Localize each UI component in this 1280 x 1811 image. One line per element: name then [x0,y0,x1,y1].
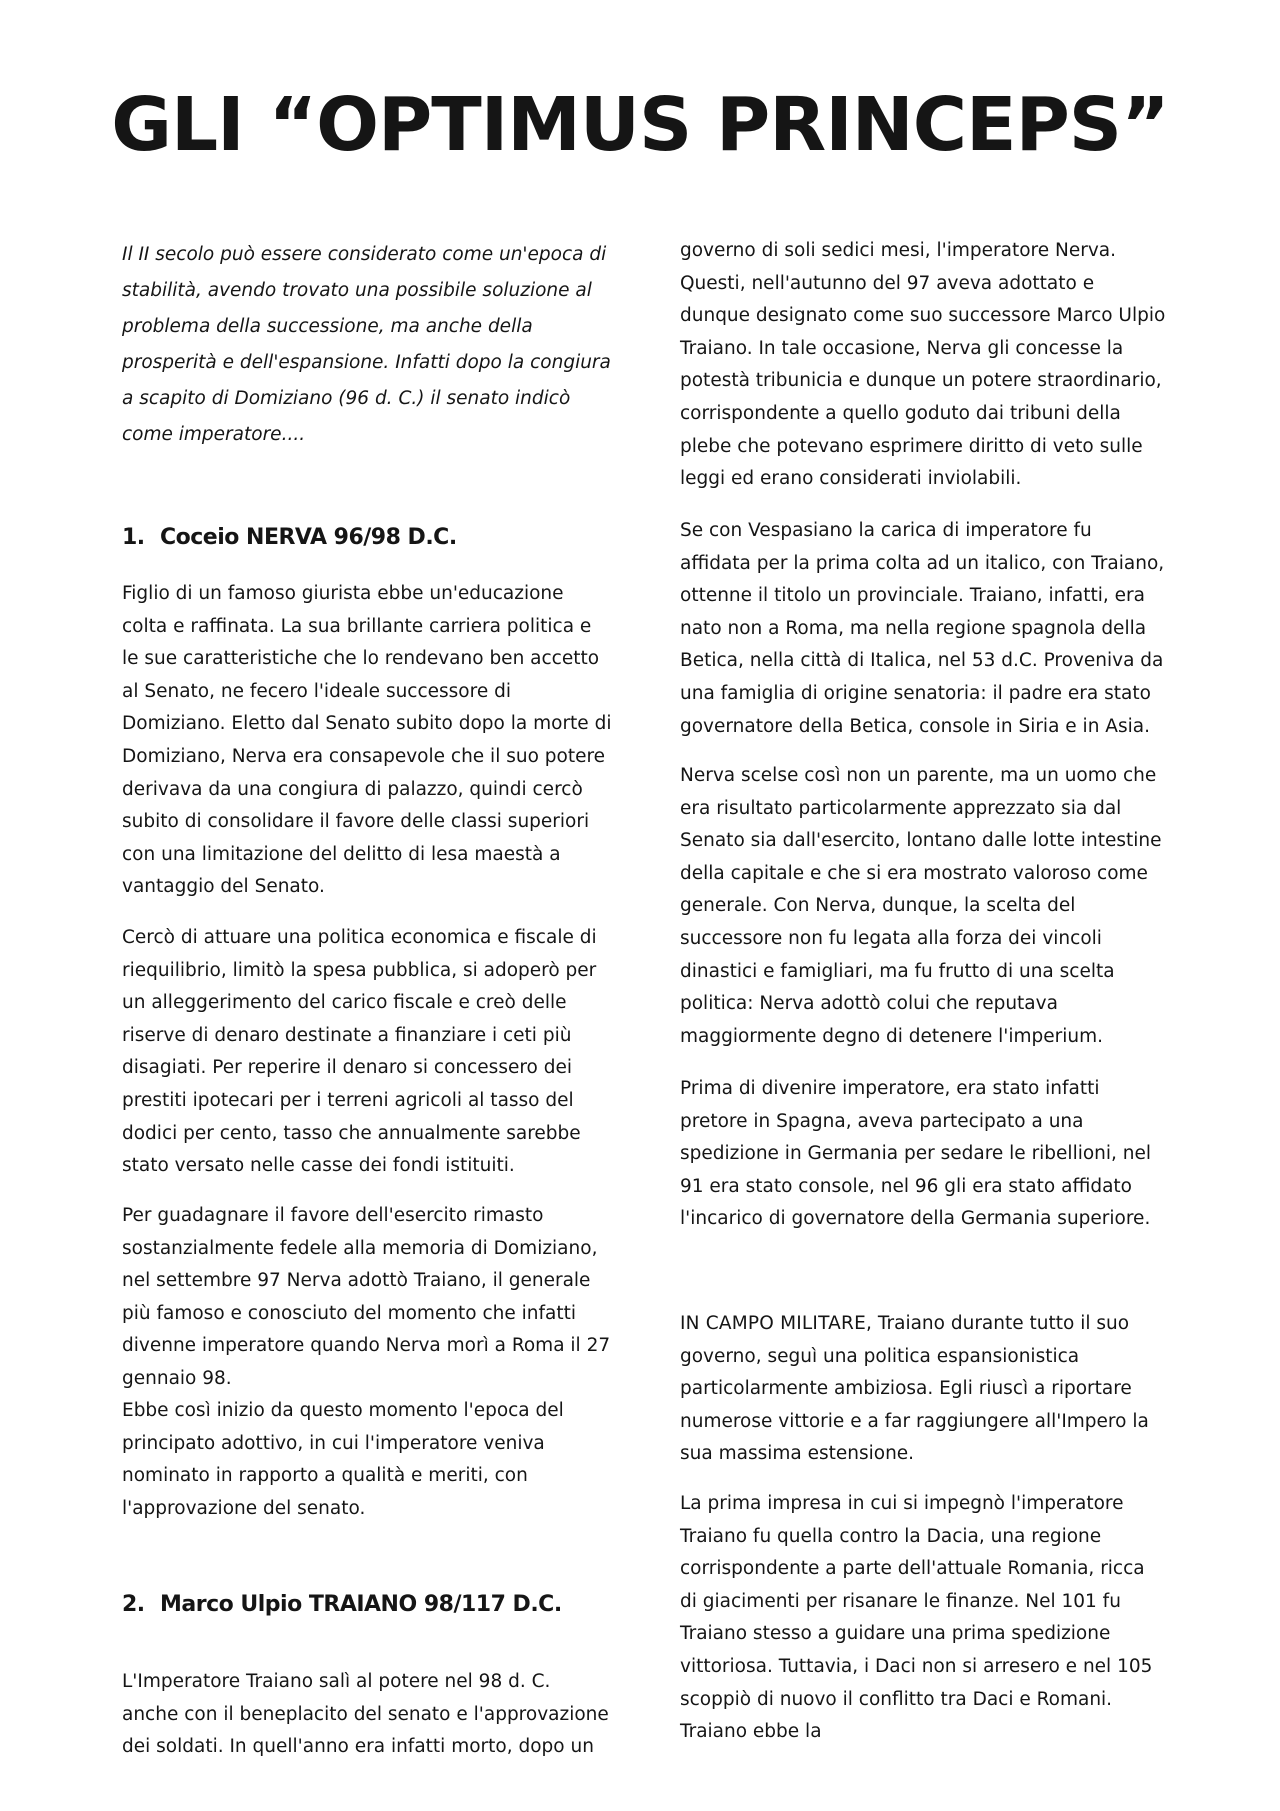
military-label: IN CAMPO MILITARE, [680,1313,873,1334]
right-paragraph: La prima impresa in cui si impegnò l'imperatore Traiano fu quella contro la Dacia, una regione corrispondente a parte dell'attuale Romania, ricca di giacimenti per risanare le finanze. Nel 101 fu Traiano stesso a guidare una prima spedizione vittoriosa. Tuttavia, i Daci non si arresero e nel 105 scoppiò di nuovo il conflitto tra Daci e Romani. Traiano ebbe la [680,1493,1153,1743]
section-1-title: Coceio NERVA 96/98 D.C. [160,525,457,550]
section-1-paragraph: Ebbe così inizio da questo momento l'epoca del principato adottivo, in cui l'imperatore veniva nominato in rapporto a qualità e meriti, con l'approvazione del senato. [122,1400,564,1519]
section-2-number: 2. [122,1592,145,1617]
right-continuation-paragraph: governo di soli sedici mesi, l'imperatore Nerva. Questi, nell'autunno del 97 aveva adottato e dunque designato come suo successore Marco Ulpio Traiano. In tale occasione, Nerva gli concesse la potestà tribunicia e dunque un potere straordinario, corrispondente a quello goduto dai tribuni della plebe che potevano esprimere diritto di veto sulle leggi ed erano considerati inviolabili. [680,240,1166,490]
section-2-title: Marco Ulpio TRAIANO 98/117 D.C. [160,1592,562,1617]
military-text: Traiano durante tutto il suo governo, seguì una politica espansionistica particolarmente ambiziosa. Egli riuscì a riportare numerose vittorie e a far raggiungere all'Impero la sua massima estensione. [680,1313,1149,1465]
right-paragraph: Se con Vespasiano la carica di imperatore fu affidata per la prima colta ad un italico, con Traiano, ottenne il titolo un provinciale. Traiano, infatti, era nato non a Roma, ma nella regione spagnola della Betica, nella città di Italica, nel 53 d.C. Proveniva da una famiglia di origine senatoria: il padre era stato governatore della Betica, console in Siria e in Asia. [680,520,1165,737]
page-title: GLI “OPTIMUS PRINCEPS” [111,82,1169,168]
section-2-heading [122,1590,562,1620]
section-1-paragraph: Cercò di attuare una politica economica e fiscale di riequilibrio, limitò la spesa pubblica, si adoperò per un alleggerimento del carico fiscale e creò delle riserve di denaro destinate a finanziare i ceti più disagiati. Per reperire il denaro si concessero dei prestiti ipotecari per i terreni agricoli al tasso del dodici per cento, tasso che annualmente sarebbe stato versato nelle casse dei fondi istituiti. [122,927,597,1177]
section-1-heading [122,523,457,553]
section-1-paragraph: Per guadagnare il favore dell'esercito rimasto sostanzialmente fedele alla memoria di Domiziano, nel settembre 97 Nerva adottò Traiano, il generale più famoso e conosciuto del momento che infatti divenne imperatore quando Nerva morì a Roma il 27 gennaio 98. [122,1205,611,1389]
section-1-number: 1. [122,525,145,550]
section-2-paragraph: L'Imperatore Traiano salì al potere nel 98 d. C. anche con il beneplacito del senato e l'approvazione dei soldati. In quell'anno era infatti morto, dopo un [122,1671,609,1758]
military-paragraph [680,1308,1166,1471]
right-paragraph: Prima di divenire imperatore, era stato infatti pretore in Spagna, aveva partecipato a una spedizione in Germania per sedare le ribellioni, nel 91 era stato console, nel 96 gli era stato affidato l'incarico di governatore della Germania superiore. [680,1078,1152,1230]
section-1-paragraph: Figlio di un famoso giurista ebbe un'educazione colta e raffinata. La sua brillante carriera politica e le sue caratteristiche che lo rendevano ben accetto al Senato, ne fecero l'ideale successore di Domiziano. Eletto dal Senato subito dopo la morte di Domiziano, Nerva era consapevole che il suo potere derivava da una congiura di palazzo, quindi cercò subito di consolidare il favore delle classi superiori con una limitazione del delitto di lesa maestà a vantaggio del Senato. [122,583,612,898]
right-paragraph: Nerva scelse così non un parente, ma un uomo che era risultato particolarmente apprezzato sia dal Senato sia dall'esercito, lontano dalle lotte intestine della capitale e che si era mostrato valoroso come generale. Con Nerva, dunque, la scelta del successore non fu legata alla forza dei vincoli dinastici e famigliari, ma fu frutto di una scelta politica: Nerva adottò colui che reputava maggiormente degno di detenere l'imperium. [680,765,1162,1047]
intro-paragraph: Il II secolo può essere considerato come un'epoca di stabilità, avendo trovato una possibile soluzione al problema della successione, ma anche della prosperità e dell'espansione. Infatti dopo la congiura a scapito di Domiziano (96 d. C.) il senato indicò come imperatore.... [122,244,611,445]
